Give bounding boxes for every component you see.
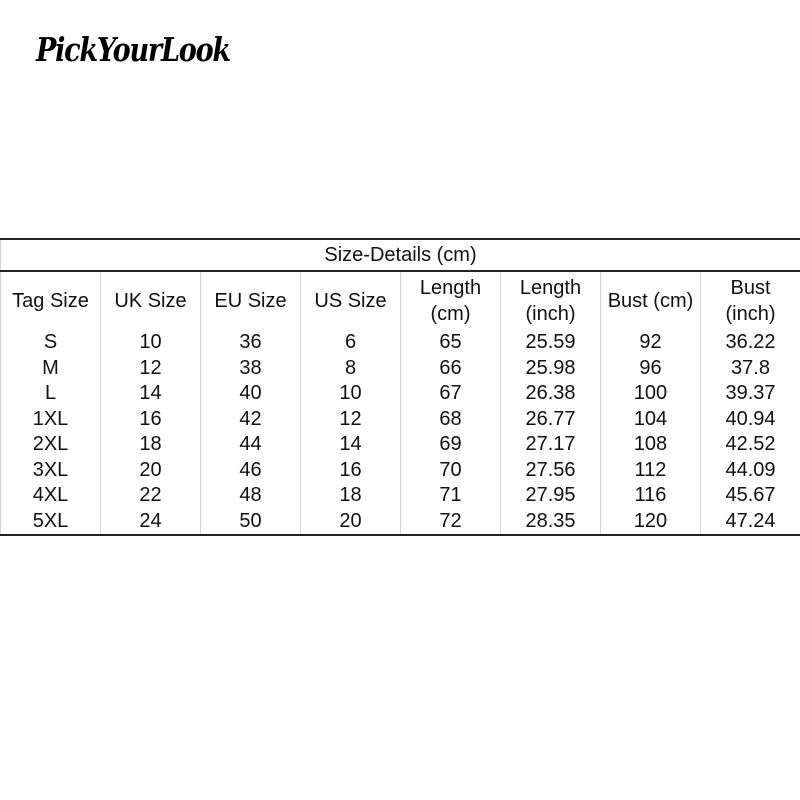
column-header-length-cm (401, 271, 501, 330)
table-cell-us-size: 14 (301, 432, 401, 458)
column-header-line: US Size (314, 290, 387, 312)
table-cell-tag-size: S (1, 330, 101, 356)
table-cell-us-size: 18 (301, 483, 401, 509)
column-header-bust-cm (601, 271, 701, 330)
table-cell-length-inch: 25.98 (501, 356, 601, 382)
table-title-row (1, 239, 800, 271)
table-cell-us-size: 10 (301, 381, 401, 407)
table-cell-uk-size: 14 (101, 381, 201, 407)
table-cell-length-cm: 72 (401, 509, 501, 536)
table-cell-bust-inch: 36.22 (701, 330, 800, 356)
table-cell-length-inch: 27.95 (501, 483, 601, 509)
table-row (1, 432, 800, 458)
column-header-line: UK Size (114, 290, 187, 312)
column-header-bust-inch (701, 271, 800, 330)
table-row (1, 509, 800, 536)
column-header-line: Bust (cm) (607, 290, 694, 312)
table-cell-eu-size: 48 (201, 483, 301, 509)
table-row (1, 407, 800, 433)
column-header-uk-size (101, 271, 201, 330)
table-cell-us-size: 12 (301, 407, 401, 433)
table-cell-length-cm: 71 (401, 483, 501, 509)
table-cell-tag-size: 2XL (1, 432, 101, 458)
column-header-line: Length (519, 277, 582, 299)
table-row (1, 330, 800, 356)
table-cell-us-size: 6 (301, 330, 401, 356)
column-header-tag-size (1, 271, 101, 330)
table-cell-tag-size: 1XL (1, 407, 101, 433)
table-cell-uk-size: 18 (101, 432, 201, 458)
table-cell-bust-inch: 44.09 (701, 458, 800, 484)
table-row (1, 483, 800, 509)
table-cell-bust-cm: 100 (601, 381, 701, 407)
table-cell-length-cm: 65 (401, 330, 501, 356)
table-cell-uk-size: 22 (101, 483, 201, 509)
table-cell-eu-size: 36 (201, 330, 301, 356)
table-cell-bust-cm: 104 (601, 407, 701, 433)
column-header-length-inch (501, 271, 601, 330)
table-cell-bust-inch: 45.67 (701, 483, 800, 509)
table-header-row (1, 271, 800, 330)
table-cell-length-inch: 26.38 (501, 381, 601, 407)
table-row (1, 381, 800, 407)
table-cell-eu-size: 42 (201, 407, 301, 433)
table-row (1, 458, 800, 484)
column-header-line: EU Size (214, 290, 287, 312)
table-cell-bust-cm: 116 (601, 483, 701, 509)
column-header-eu-size (201, 271, 301, 330)
table-cell-bust-inch: 40.94 (701, 407, 800, 433)
table-cell-bust-inch: 39.37 (701, 381, 800, 407)
table-cell-length-inch: 27.17 (501, 432, 601, 458)
size-chart-table (0, 238, 800, 536)
table-cell-bust-cm: 120 (601, 509, 701, 536)
table-cell-uk-size: 16 (101, 407, 201, 433)
table-cell-length-cm: 69 (401, 432, 501, 458)
table-cell-uk-size: 12 (101, 356, 201, 382)
table-cell-eu-size: 38 (201, 356, 301, 382)
table-cell-bust-cm: 112 (601, 458, 701, 484)
table-row (1, 356, 800, 382)
column-header-line: Length (419, 277, 482, 299)
table-cell-bust-inch: 42.52 (701, 432, 800, 458)
table-cell-length-cm: 66 (401, 356, 501, 382)
table-cell-bust-inch: 47.24 (701, 509, 800, 536)
table-cell-us-size: 20 (301, 509, 401, 536)
table-cell-tag-size: 3XL (1, 458, 101, 484)
table-cell-tag-size: M (1, 356, 101, 382)
column-header-line: (cm) (430, 303, 471, 325)
table-cell-bust-inch: 37.8 (701, 356, 800, 382)
table-cell-eu-size: 46 (201, 458, 301, 484)
table-cell-length-cm: 68 (401, 407, 501, 433)
brand-logo: PickYourLook (36, 30, 230, 69)
table-cell-eu-size: 40 (201, 381, 301, 407)
table-cell-uk-size: 10 (101, 330, 201, 356)
column-header-line: (inch) (725, 303, 776, 325)
table-cell-tag-size: L (1, 381, 101, 407)
table-cell-length-cm: 70 (401, 458, 501, 484)
table-cell-us-size: 16 (301, 458, 401, 484)
table-cell-tag-size: 5XL (1, 509, 101, 536)
column-header-line: Bust (730, 277, 771, 299)
table-cell-tag-size: 4XL (1, 483, 101, 509)
table-cell-bust-cm: 92 (601, 330, 701, 356)
table-cell-bust-cm: 108 (601, 432, 701, 458)
table-cell-length-inch: 27.56 (501, 458, 601, 484)
column-header-us-size (301, 271, 401, 330)
table-cell-uk-size: 20 (101, 458, 201, 484)
table-cell-eu-size: 44 (201, 432, 301, 458)
column-header-line: Tag Size (12, 290, 89, 312)
table-cell-uk-size: 24 (101, 509, 201, 536)
table-cell-us-size: 8 (301, 356, 401, 382)
table-cell-length-inch: 26.77 (501, 407, 601, 433)
table-cell-eu-size: 50 (201, 509, 301, 536)
table-cell-length-cm: 67 (401, 381, 501, 407)
table-cell-bust-cm: 96 (601, 356, 701, 382)
table-cell-length-inch: 28.35 (501, 509, 601, 536)
table-cell-length-inch: 25.59 (501, 330, 601, 356)
table-title: Size-Details (cm) (1, 239, 800, 271)
column-header-line: (inch) (525, 303, 576, 325)
